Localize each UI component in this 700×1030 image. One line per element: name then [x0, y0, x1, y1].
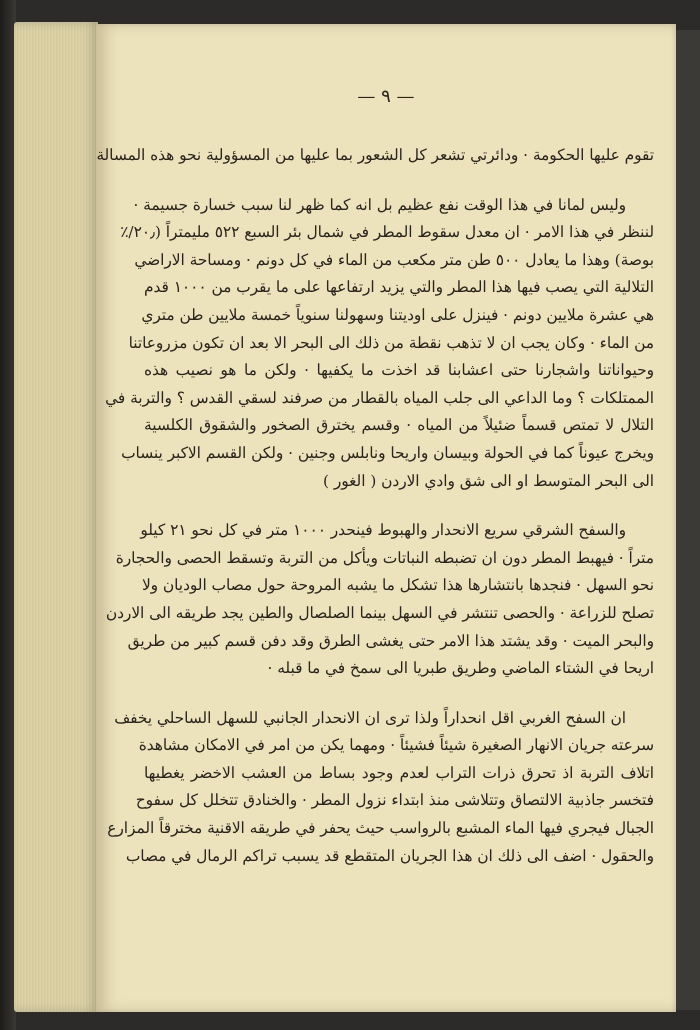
text-line: وحيواناتنا واشجارنا حتى اعشابنا قد اخذت ما يكفيها · ولكن ما هو نصيب هذه: [144, 361, 654, 380]
text-line: سرعته جريان الانهار الصغيرة شيئاً فشيئاً · ومهما يكن من امر في الامكان مشاهدة: [138, 736, 654, 755]
text-line: متراً · فيهبط المطر دون ان تضبطه النباتات ويأكل من التربة وتسقط الحصى والحجارة: [115, 548, 654, 567]
page-edges: [14, 22, 98, 1012]
text-line: ويخرج عيوناً كما في الحولة وبيسان واريحا ونابلس وجنين · ولكن القسم الاكبر ينساب: [121, 443, 654, 462]
text-line: نحو السهل · فنجدها بانتشارها هذا تشكل ما يشبه المروحة حول مصاب الوديان ولا: [141, 576, 654, 595]
text-line: بوصة) وهذا ما يعادل ٥٠٠ طن متر مكعب من الماء في كل دونم · ومساحة الاراضي: [134, 250, 654, 269]
text-line: الممتلكات ؟ وما الداعي الى جلب المياه بالقطار من صرفند لسقي القدس ؟ والتربة في: [105, 388, 654, 407]
text-line: تصلح للزراعة · والحصى تنتشر في السهل بينما الصلصال والطين يجد طريقه الى الاردن: [105, 603, 654, 622]
text-line: اتلاف التربة اذ تحرق ذرات التراب لعدم وجود بساط من العشب الاخضر يغطيها: [144, 763, 654, 782]
text-line: تقوم عليها الحكومة · ودائرتي تشعر كل الشعور بما عليها من المسؤولية نحو هذه المسالة: [96, 146, 654, 164]
text-line: من الماء · وكان يجب ان لا تذهب نقطة من ذلك الى البحر الا بعد ان تكون مزروعاتنا: [128, 333, 654, 352]
page-number: — ٩ —: [357, 86, 415, 107]
text-line: والحقول · اضف الى ذلك ان هذا الجريان المتقطع قد يسبب تراكم الرمال في مصاب: [125, 846, 654, 865]
text-line: لننظر في هذا الامر · ان معدل سقوط المطر في شمال بئر السبع ٥٢٢ مليمتراً (٢٠٫/٪: [120, 223, 654, 242]
text-line: الى البحر المتوسط او الى شق وادي الاردن ( الغور ): [323, 471, 654, 490]
text-line: والبحر الميت · وقد يشتد هذا الامر حتى يغشى الطرق وقد دفن قسم كبير من طريق: [127, 631, 654, 650]
text-line: والسفح الشرقي سريع الانحدار والهبوط فينحدر ١٠٠٠ متر في كل نحو ٢١ كيلو: [140, 521, 626, 540]
text-line: الجبال فيجري فيها الماء المشبع بالرواسب حيث يحفر في طريقه الاقنية مخترقاً المزارع: [107, 819, 654, 838]
paragraph-1: [96, 142, 654, 170]
text-line: وليس لمانا في هذا الوقت نفع عظيم بل انه كما ظهر لنا سبب خسارة جسيمة ·: [133, 195, 626, 214]
text-line: التلالية التي يصب فيها هذا المطر والتي يزيد ارتفاعها على ما يقرب من ١٠٠٠ قدم: [144, 278, 654, 297]
text-line: اريحا في الشتاء الماضي وطريق طبريا الى سمخ في ما قبله ·: [267, 659, 654, 678]
text-line: ان السفح الغربي اقل انحداراً ولذا ترى ان الانحدار الجانبي للسهل الساحلي يخفف: [114, 708, 626, 727]
text-line: فتخسر جاذبية الالتصاق وتتلاشى منذ ابتداء نزول المطر · والخنادق تتخلل كل سفوح: [135, 791, 654, 810]
paragraph-4: [107, 705, 654, 871]
text-line: هي عشرة ملايين دونم · فينزل على اوديتنا وسهولنا سنوياً خمسة ملايين طن متري: [141, 305, 654, 324]
book-page: [96, 24, 676, 1012]
text-line: التلال لا تمتص قسماً ضئيلاً من المياه · وقسم يخترق الصخور والشقوق الكلسية: [144, 416, 654, 435]
body-text: [96, 142, 654, 870]
paragraph-2: [105, 192, 654, 496]
scan-background-edge: [676, 30, 700, 1010]
paragraph-3: [105, 517, 654, 683]
